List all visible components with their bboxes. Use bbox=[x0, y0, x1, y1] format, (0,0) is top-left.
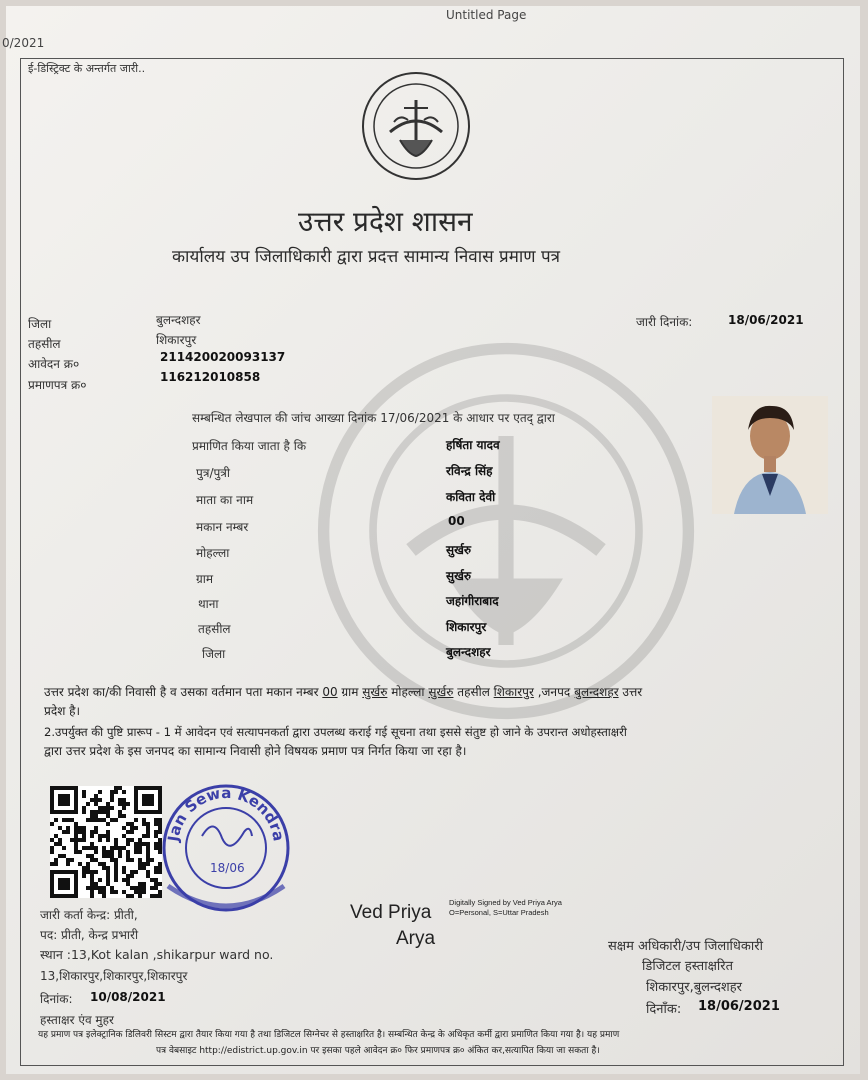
footer-note-line2: पत्र वेबसाइट http://edistrict.up.gov.in पर इसका पहले आवेदन क्र० फिर प्रमाणपत्र क्र० अंकित कर,सत्यापित किया जा सकता है। bbox=[156, 1046, 600, 1056]
digital-signature-details: O=Personal, S=Uttar Pradesh bbox=[449, 908, 549, 917]
detail-value-mohalla: सुर्खरु bbox=[446, 543, 472, 557]
certificate-page bbox=[2, 6, 860, 1074]
issuer-place-line2: 13,शिकारपुर,शिकारपुर,शिकारपुर bbox=[40, 969, 188, 983]
issuer-date-value: 10/08/2021 bbox=[90, 990, 166, 1004]
issuer-post: पद: प्रीती, केन्द्र प्रभारी bbox=[40, 928, 139, 942]
issuer-place-line1: स्थान :13,Kot kalan ,shikarpur ward no. bbox=[40, 947, 274, 962]
certificate-number-value: 116212010858 bbox=[160, 370, 261, 384]
signer-name-line1: Ved Priya bbox=[350, 902, 432, 923]
application-number-label: आवेदन क्र० bbox=[28, 357, 80, 371]
detail-label-tehsil: तहसील bbox=[198, 622, 231, 636]
district-label: जिला bbox=[28, 317, 52, 331]
authority-title: सक्षम अधिकारी/उप जिलाधिकारी bbox=[608, 939, 763, 954]
verification-paragraph-line2: द्वारा उत्तर प्रदेश के इस जनपद का सामान्य निवासी होने विषयक प्रमाण पत्र निर्गत किया जा रहा है। bbox=[44, 744, 467, 758]
district-value: बुलन्दशहर bbox=[156, 313, 201, 327]
page-title: Untitled Page bbox=[446, 8, 527, 22]
certificate-number-label: प्रमाणपत्र क्र० bbox=[28, 378, 87, 392]
stamp-text: Jan Sewa Kendra bbox=[164, 783, 288, 843]
residence-paragraph-line1: उत्तर प्रदेश का/की निवासी है व उसका वर्तमान पता मकान नम्बर 00 ग्राम सुर्खरु मोहल्ला सुर्खरु तहसील शिकारपुर ,जनपद बुलन्दशहर उत्तर bbox=[44, 685, 643, 699]
edistrict-note: ई-डिस्ट्रिक्ट के अन्तर्गत जारी.. bbox=[28, 62, 146, 75]
applicant-photo bbox=[712, 396, 828, 514]
detail-value-house: 00 bbox=[448, 514, 465, 528]
issuer-date-label: दिनांक: bbox=[40, 992, 73, 1006]
detail-label-village: ग्राम bbox=[196, 572, 214, 586]
footer-note-line1: यह प्रमाण पत्र इलेक्ट्रानिक डिलिवरी सिस्टम द्वारा तैयार किया गया है तथा डिजिटल सिग्नेचर से हस्ताक्षरित है। सम्बन्धित केन्द्र के अधिकृत कर्मी द्वारा प्रमाणित किया गया है। यह प्रमाण bbox=[38, 1030, 620, 1040]
svg-text:Jan Sewa Kendra bbox=[164, 784, 288, 844]
detail-value-parent: रविन्द्र सिंह bbox=[446, 464, 493, 478]
authority-date-label: दिनाँक: bbox=[646, 1002, 682, 1017]
detail-label-certified: प्रमाणित किया जाता है कि bbox=[192, 439, 307, 453]
application-number-value: 211420020093137 bbox=[160, 350, 286, 364]
signer-name-line2: Arya bbox=[396, 928, 436, 949]
detail-label-district: जिला bbox=[202, 647, 226, 661]
qr-code bbox=[50, 786, 162, 898]
detail-label-mother: माता का नाम bbox=[196, 493, 254, 507]
detail-value-tehsil: शिकारपुर bbox=[446, 620, 487, 634]
residence-paragraph-line2: प्रदेश है। bbox=[44, 704, 81, 718]
detail-value-mother: कविता देवी bbox=[446, 490, 496, 504]
detail-label-parent: पुत्र/पुत्री bbox=[196, 466, 231, 480]
stamp-date: 18/06 bbox=[210, 861, 245, 875]
print-date-fragment: 0/2021 bbox=[2, 36, 45, 50]
authority-digital-signed: डिजिटल हस्ताक्षरित bbox=[642, 959, 733, 974]
digital-signature-by: Digitally Signed by Ved Priya Arya bbox=[449, 898, 562, 907]
authority-date-value: 18/06/2021 bbox=[698, 999, 780, 1014]
detail-value-police-station: जहांगीराबाद bbox=[446, 594, 499, 608]
jan-sewa-kendra-stamp bbox=[156, 776, 296, 916]
issue-date-label: जारी दिनांक: bbox=[636, 315, 693, 329]
detail-label-police-station: थाना bbox=[198, 597, 219, 611]
verification-paragraph-line1: 2.उपर्युक्त की पुष्टि प्रारूप - 1 में आवेदन एवं सत्यापनकर्ता द्वारा उपलब्ध कराई गई सूचना तथा इससे संतुष्ट हो जाने के उपरान्त अधोहस्ताक्षरी bbox=[44, 725, 627, 739]
detail-value-name: हर्षिता यादव bbox=[446, 438, 500, 452]
sign-and-seal-label: हस्ताक्षर एंव मुहर bbox=[40, 1013, 114, 1027]
detail-label-house: मकान नम्बर bbox=[196, 520, 249, 534]
up-govt-emblem-icon bbox=[360, 70, 472, 182]
issue-date-value: 18/06/2021 bbox=[728, 313, 804, 327]
government-title: उत्तर प्रदेश शासन bbox=[298, 205, 473, 238]
issuing-center: जारी कर्ता केन्द्र: प्रीती, bbox=[40, 908, 138, 922]
tehsil-value: शिकारपुर bbox=[156, 333, 197, 347]
certificate-title: कार्यालय उप जिलाधिकारी द्वारा प्रदत्त सामान्य निवास प्रमाण पत्र bbox=[172, 247, 561, 267]
detail-label-mohalla: मोहल्ला bbox=[196, 546, 230, 560]
detail-value-district: बुलन्दशहर bbox=[446, 645, 491, 659]
authority-location: शिकारपुर,बुलन्दशहर bbox=[646, 980, 742, 995]
intro-line: सम्बन्धित लेखपाल की जांच आख्या दिनांक 17/06/2021 के आधार पर एतद् द्वारा bbox=[192, 411, 555, 425]
detail-value-village: सुर्खरु bbox=[446, 569, 472, 583]
tehsil-label: तहसील bbox=[28, 337, 61, 351]
watermark-emblem-icon bbox=[316, 341, 696, 721]
